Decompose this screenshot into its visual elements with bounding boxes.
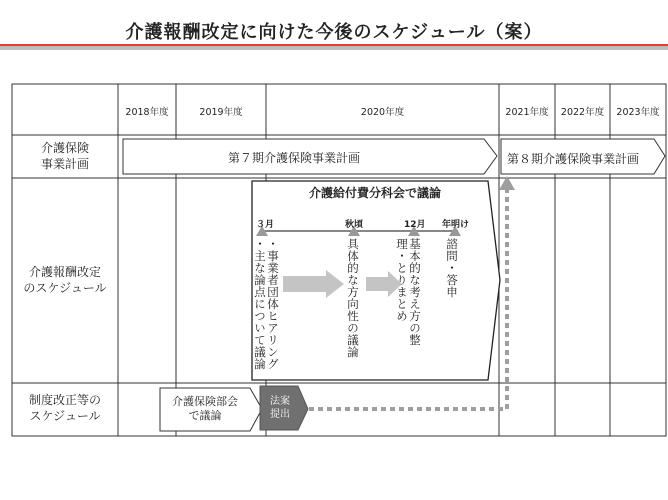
period7-label: 第７期介護保険事業計画 bbox=[228, 151, 361, 165]
period8-label: 第８期介護保険事業計画 bbox=[507, 152, 640, 166]
item-hearing: ・事業者団体ヒアリング bbox=[266, 238, 280, 370]
row-label-plan: 介護保険 事業計画 bbox=[40, 141, 89, 171]
page-title: 介護報酬改定に向けた今後のスケジュール（案） bbox=[125, 22, 543, 43]
year-header: 2020年度 bbox=[360, 107, 405, 118]
year-header: 2022年度 bbox=[560, 107, 605, 118]
row-label-reform: 制度改正等の スケジュール bbox=[28, 393, 101, 423]
committee-label: 介護保険部会 で議論 bbox=[172, 395, 238, 422]
year-header: 2021年度 bbox=[505, 107, 549, 118]
item-direction: 具体的な方向性の議論 bbox=[346, 238, 360, 358]
milestone-label: 年明け bbox=[442, 220, 470, 230]
year-header: 2023年度 bbox=[616, 107, 660, 118]
bill-label: 法案 提出 bbox=[270, 396, 290, 420]
row-label-fee-revision: 介護報酬改定 のスケジュール bbox=[23, 265, 107, 295]
item-consultation: 諮問・答申 bbox=[445, 238, 459, 298]
subcommittee-title: 介護給付費分科会で議論 bbox=[308, 186, 441, 200]
milestone-label: 秋頃 bbox=[345, 220, 364, 230]
milestone-label: 12月 bbox=[404, 220, 426, 230]
year-header: 2018年度 bbox=[125, 107, 169, 118]
item-issues: ・主な論点について議論 bbox=[253, 238, 267, 370]
milestone-label: ３月 bbox=[256, 220, 275, 230]
item-basic-approach: 基本的な考え方の整理・とりまとめ bbox=[395, 238, 422, 346]
year-header: 2019年度 bbox=[199, 107, 243, 118]
